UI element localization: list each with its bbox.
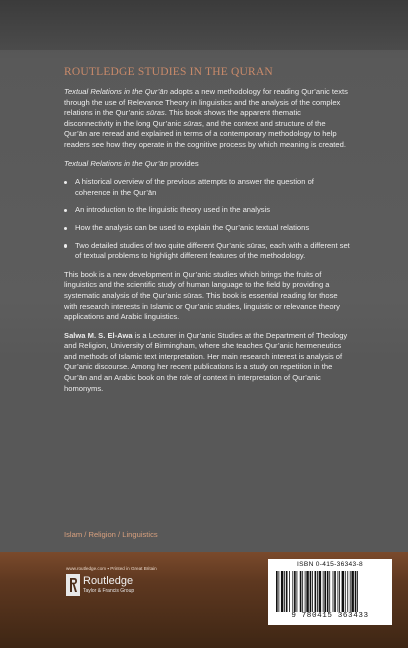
- barcode-bar: [276, 571, 278, 612]
- feature-list: [64, 177, 350, 262]
- barcode-bar: [350, 571, 351, 612]
- barcode-bar: [342, 571, 344, 612]
- barcode-bar: [323, 571, 324, 612]
- barcode-bar: [319, 571, 321, 612]
- intro-suras: sūras: [146, 108, 165, 118]
- barcode-bar: [355, 571, 357, 612]
- intro-text: adopts a new methodology for reading Qur’anic texts through the use of Relevance Theory in linguistics and the analysis of the complex relations in the Qur’anic: [64, 87, 348, 118]
- feature-item: How the analysis can be used to explain the Qur’anic textual relations: [64, 223, 350, 234]
- top-band: [0, 0, 408, 50]
- barcode-bar: [278, 571, 279, 612]
- barcode-bar: [294, 571, 296, 612]
- ean-digits: 9 780415 363433: [291, 612, 369, 620]
- publisher-url-line: www.routledge.com ▪ Printed in Great Britain: [66, 566, 157, 571]
- barcode-bar: [339, 571, 340, 612]
- barcode-bar: [345, 571, 346, 612]
- author-paragraph: [64, 331, 350, 395]
- barcode-bar: [292, 571, 293, 612]
- barcode-bar: [300, 571, 302, 612]
- intro-text-3: , and the context and structure of the Qur’ān are reread and explained in terms of a contemporary methodology to help readers see how they operate in the cognitive process by which meaning is created.: [64, 118, 346, 149]
- intro-paragraph: [64, 87, 350, 151]
- barcode-bar: [315, 571, 317, 612]
- routledge-logo-icon: [66, 574, 80, 596]
- barcode-bar: [351, 571, 353, 612]
- subject-categories: Islam / Religion / Linguistics: [64, 530, 158, 539]
- barcode-bar: [333, 571, 334, 612]
- provides-line: [64, 159, 350, 170]
- isbn-number: ISBN 0-415-36343-8: [297, 561, 363, 568]
- publisher-group: Taylor & Francis Group: [83, 588, 135, 594]
- barcode-bar: [310, 571, 312, 612]
- barcode-bar: [302, 571, 303, 612]
- publisher-logo: [66, 574, 157, 596]
- publisher-name: Routledge: [83, 575, 134, 587]
- barcode-icon: [276, 571, 384, 612]
- barcode-bar: [306, 571, 308, 612]
- barcode-bar: [312, 571, 313, 612]
- feature-item: A historical overview of the previous attempts to answer the question of coherence in the Qur’ān: [64, 177, 350, 198]
- intro-book-title: Textual Relations in the Qur’ān: [64, 87, 168, 96]
- barcode-bar: [281, 571, 283, 612]
- series-title: ROUTLEDGE STUDIES IN THE QURAN: [64, 66, 273, 78]
- development-paragraph: This book is a new development in Qur’anic studies which brings the fruits of linguistics and the scientific study of human language to the field by providing a systematic analysis of the Qur’anic sūras. This book is essential reading for those with research interests in Islamic or Qur’anic studies, linguistic or relevance theory applications and Arabic linguistics.: [64, 269, 340, 322]
- barcode-bar: [305, 571, 306, 612]
- barcode-bar: [357, 571, 358, 612]
- intro-suras-2: sūras: [183, 118, 202, 128]
- feature-item: Two detailed studies of two quite different Qur’anic sūras, each with a different set of textual problems to highlight different features of the methodology.: [64, 241, 350, 262]
- barcode-bar: [289, 571, 290, 612]
- intro-text-2: . This book shows the apparent thematic disconnectivity in the long Qur’anic: [64, 108, 301, 128]
- barcode-bar: [317, 571, 318, 612]
- barcode-panel: [268, 559, 392, 625]
- barcode-bar: [324, 571, 326, 612]
- author-bio: is a Lecturer in Qur’anic Studies at the Department of Theology and Religion, University of Birmingham, where she teaches Qur’anic hermeneutics and methods of Islamic text interpretation. Her main research interest is analysis of Qur’anic discourse. Among her recent publications is a study on repetition in the Qur’ān and an Arabic book on the role of context in interpretation of Qur’anic homonyms.: [64, 330, 348, 393]
- barcode-bar: [284, 571, 285, 612]
- provides-text: provides: [167, 158, 199, 168]
- barcode-bar: [338, 571, 339, 612]
- blurb: [64, 87, 350, 402]
- barcode-bar: [334, 571, 336, 612]
- publisher-block: [66, 566, 157, 596]
- feature-item: An introduction to the linguistic theory used in the analysis: [64, 205, 350, 216]
- provides-book-title: Textual Relations in the Qur’ān: [64, 158, 168, 168]
- barcode-bar: [327, 571, 329, 612]
- barcode-bar: [329, 571, 330, 612]
- author-name: Salwa M. S. El-Awa: [64, 330, 133, 340]
- barcode-bar: [347, 571, 348, 612]
- barcode-bar: [286, 571, 288, 612]
- barcode-bar: [297, 571, 298, 612]
